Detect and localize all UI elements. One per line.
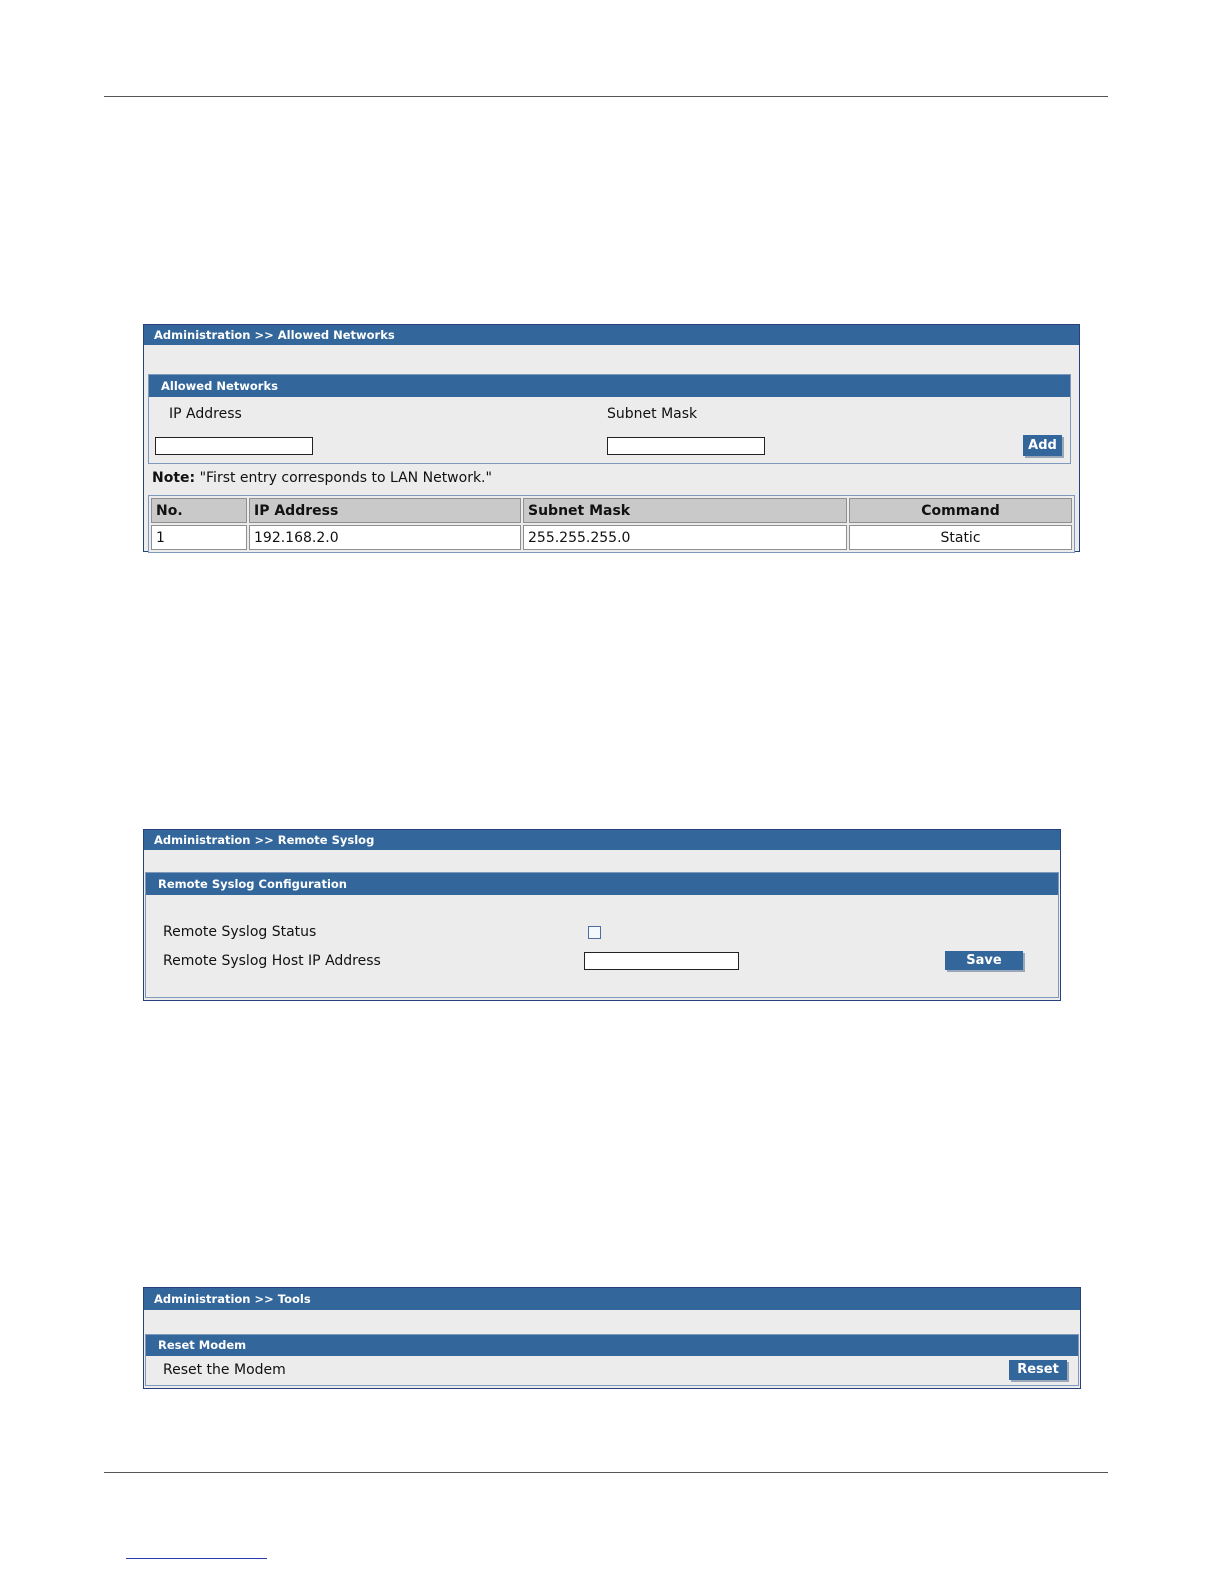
breadcrumb: Administration >> Tools — [144, 1288, 1080, 1310]
remote-syslog-status-checkbox[interactable] — [588, 926, 601, 939]
header-rule — [104, 96, 1108, 97]
reset-modem-text: Reset the Modem — [163, 1362, 286, 1378]
ip-address-label: IP Address — [169, 406, 242, 422]
allowed-networks-section — [148, 374, 1071, 464]
section-title: Reset Modem — [146, 1335, 1078, 1356]
remote-syslog-host-label: Remote Syslog Host IP Address — [163, 953, 381, 969]
allowed-networks-panel — [143, 324, 1080, 552]
col-no: No. — [151, 498, 247, 523]
section-title: Allowed Networks — [149, 375, 1070, 397]
col-ip-address: IP Address — [249, 498, 521, 523]
reset-button[interactable]: Reset — [1009, 1360, 1067, 1380]
remote-syslog-section — [145, 872, 1059, 998]
subnet-mask-input[interactable] — [607, 437, 765, 455]
reset-modem-section — [145, 1334, 1079, 1386]
remote-syslog-host-input[interactable] — [584, 952, 739, 970]
note-text: "First entry corresponds to LAN Network." — [195, 470, 492, 486]
section-title: Remote Syslog Configuration — [146, 873, 1058, 895]
footer-rule — [104, 1472, 1108, 1473]
remote-syslog-status-label: Remote Syslog Status — [163, 924, 317, 940]
subnet-mask-label: Subnet Mask — [607, 406, 698, 422]
ip-address-input[interactable] — [155, 437, 313, 455]
cell-ip-address: 192.168.2.0 — [249, 525, 521, 550]
breadcrumb: Administration >> Allowed Networks — [144, 325, 1079, 345]
allowed-networks-table — [148, 495, 1075, 553]
table-row — [151, 525, 1072, 550]
footer-link-underline — [126, 1558, 267, 1559]
cell-subnet-mask: 255.255.255.0 — [523, 525, 847, 550]
save-button[interactable]: Save — [945, 951, 1023, 970]
add-button[interactable]: Add — [1023, 435, 1062, 456]
col-subnet-mask: Subnet Mask — [523, 498, 847, 523]
note — [152, 470, 492, 486]
cell-command: Static — [849, 525, 1072, 550]
tools-panel — [143, 1287, 1081, 1389]
table-header-row — [151, 498, 1072, 523]
col-command: Command — [849, 498, 1072, 523]
cell-no: 1 — [151, 525, 247, 550]
breadcrumb: Administration >> Remote Syslog — [144, 830, 1060, 850]
remote-syslog-panel — [143, 829, 1061, 1001]
note-label: Note: — [152, 470, 196, 486]
